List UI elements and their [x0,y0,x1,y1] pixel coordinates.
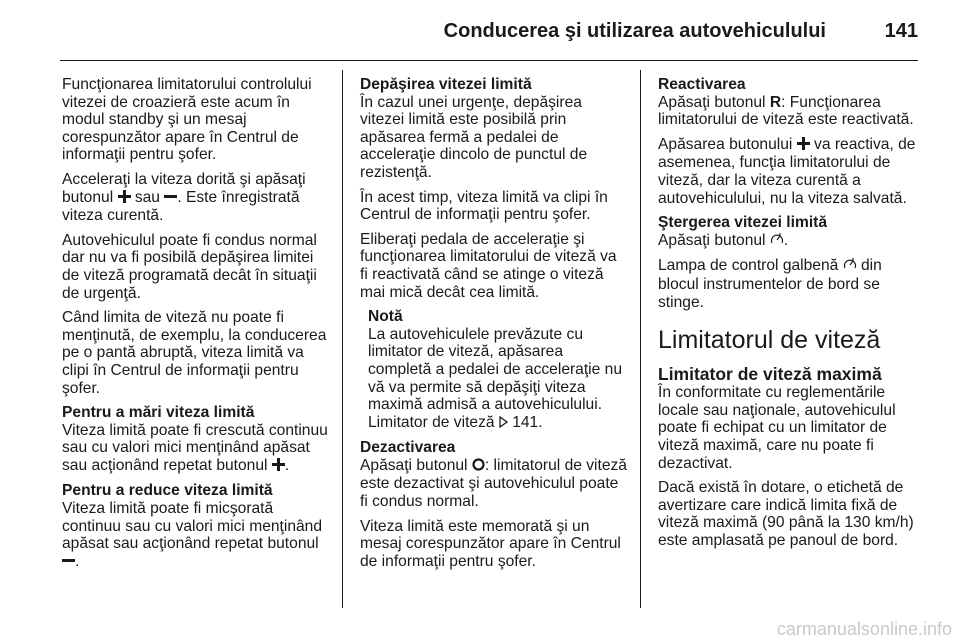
paragraph: Apăsarea butonului va reactiva, de asemenea, funcţia limitatorului de viteză, dar la viteza curentă a autovehiculului, nu la viteza salvată. [658,135,916,207]
plus-icon [272,458,285,476]
chapter-heading: Limitatorul de viteză [658,326,881,355]
section-heading: Pentru a mări viteza limită [62,404,255,422]
paragraph: În acest timp, viteza limită va clipi în Centrul de informaţii pentru şofer. [360,188,608,224]
column-divider [342,70,343,608]
paragraph: Eliberaţi pedala de acceleraţie şi funcţionarea limitatorului de viteză va fi reactivată când se atinge o viteză mai mică decât cea limită. [360,230,617,301]
note-title: Notă [368,308,403,326]
subsection-heading: Limitator de viteză maximă [658,364,882,385]
watermark: carmanualsonline.info [776,619,952,639]
paragraph: Apăsaţi butonul R: Funcţionarea limitatorului de viteză este reactivată. [658,93,914,129]
section-heading: Depăşirea vitezei limită [360,76,532,93]
page-number: 141 [884,20,918,42]
paragraph: Acceleraţi la viteza dorită şi apăsaţi butonul sau . Este înregistrată viteza curentă. [62,170,306,225]
section-heading: Dezactivarea [360,439,456,457]
circle-off-icon [472,458,485,476]
plus-icon [797,137,810,155]
r-key-label: R [769,93,782,111]
reference-arrow-icon [499,415,508,433]
chapter-title: Conducerea şi utilizarea autovehiculului [443,20,826,42]
column-divider [640,70,641,608]
paragraph: În conformitate cu reglementările locale sau naţionale, autovehiculul poate fi echipat cu un limitator de viteză maximă, care nu poate fi dezactivat. [658,384,896,472]
section-heading: Pentru a reduce viteza limită [62,482,273,500]
section-heading: Ştergerea vitezei limită [658,214,828,232]
minus-icon [164,190,177,208]
paragraph: Autovehiculul poate fi condus normal dar nu va fi posibilă depăşirea limitei de viteză programată decât în situaţii de urgenţă. [62,231,317,302]
paragraph: În cazul unei urgenţe, depăşirea vitezei limită este posibilă prin apăsarea fermă a pedalei de acceleraţie dincolo de punctul de rezistenţă. [360,93,588,181]
paragraph: Lampa de control galbenă din blocul instrumentelor de bord se stinge. [658,257,882,311]
paragraph: Viteza limită poate fi crescută continuu sau cu valori mici menţinând apăsat sau acţionând repetat butonul . [62,421,328,474]
page-header [60,0,918,61]
note-box [360,308,628,432]
paragraph: Funcţionarea limitatorului controlului vitezei de croazieră este acum în modul standby şi un mesaj corespunzător apare în Centrul de informaţii pentru şofer. [62,76,312,164]
paragraph: Apăsaţi butonul : limitatorul de viteză este dezactivat şi autovehiculul poate fi condus normal. [360,456,627,511]
column-1 [62,76,330,578]
paragraph: Viteza limită poate fi micşorată continuu sau cu valori mici menţinând apăsat sau acţionând repetat butonul . [62,500,323,570]
section-heading: Reactivarea [658,76,746,93]
plus-icon [118,190,131,208]
paragraph: Când limita de viteză nu poate fi menţinută, de exemplu, la conducerea pe o pantă abruptă, viteza limită va clipi în Centrul de informaţii pentru şofer. [62,309,327,397]
paragraph: Viteza limită este memorată şi un mesaj corespunzător apare în Centrul de informaţii pentru şofer. [360,517,621,570]
paragraph: Apăsaţi butonul . [658,231,789,249]
speed-limiter-icon [770,232,784,251]
note-text: La autovehiculele prevăzute cu limitator de viteză, apăsarea completă a pedalei de acceleraţie nu vă va permite să depăşiţi viteza maximă admisă a autovehiculului. Limitator de viteză 141. [368,325,622,431]
minus-icon [62,554,75,572]
paragraph: Dacă există în dotare, o etichetă de avertizare care indică limita fixă de viteză maximă (90 până la 130 km/h) este amplasată pe panoul de bord. [658,479,914,549]
column-2 [360,76,628,577]
column-3 [658,76,926,556]
speed-limiter-icon [843,257,857,276]
